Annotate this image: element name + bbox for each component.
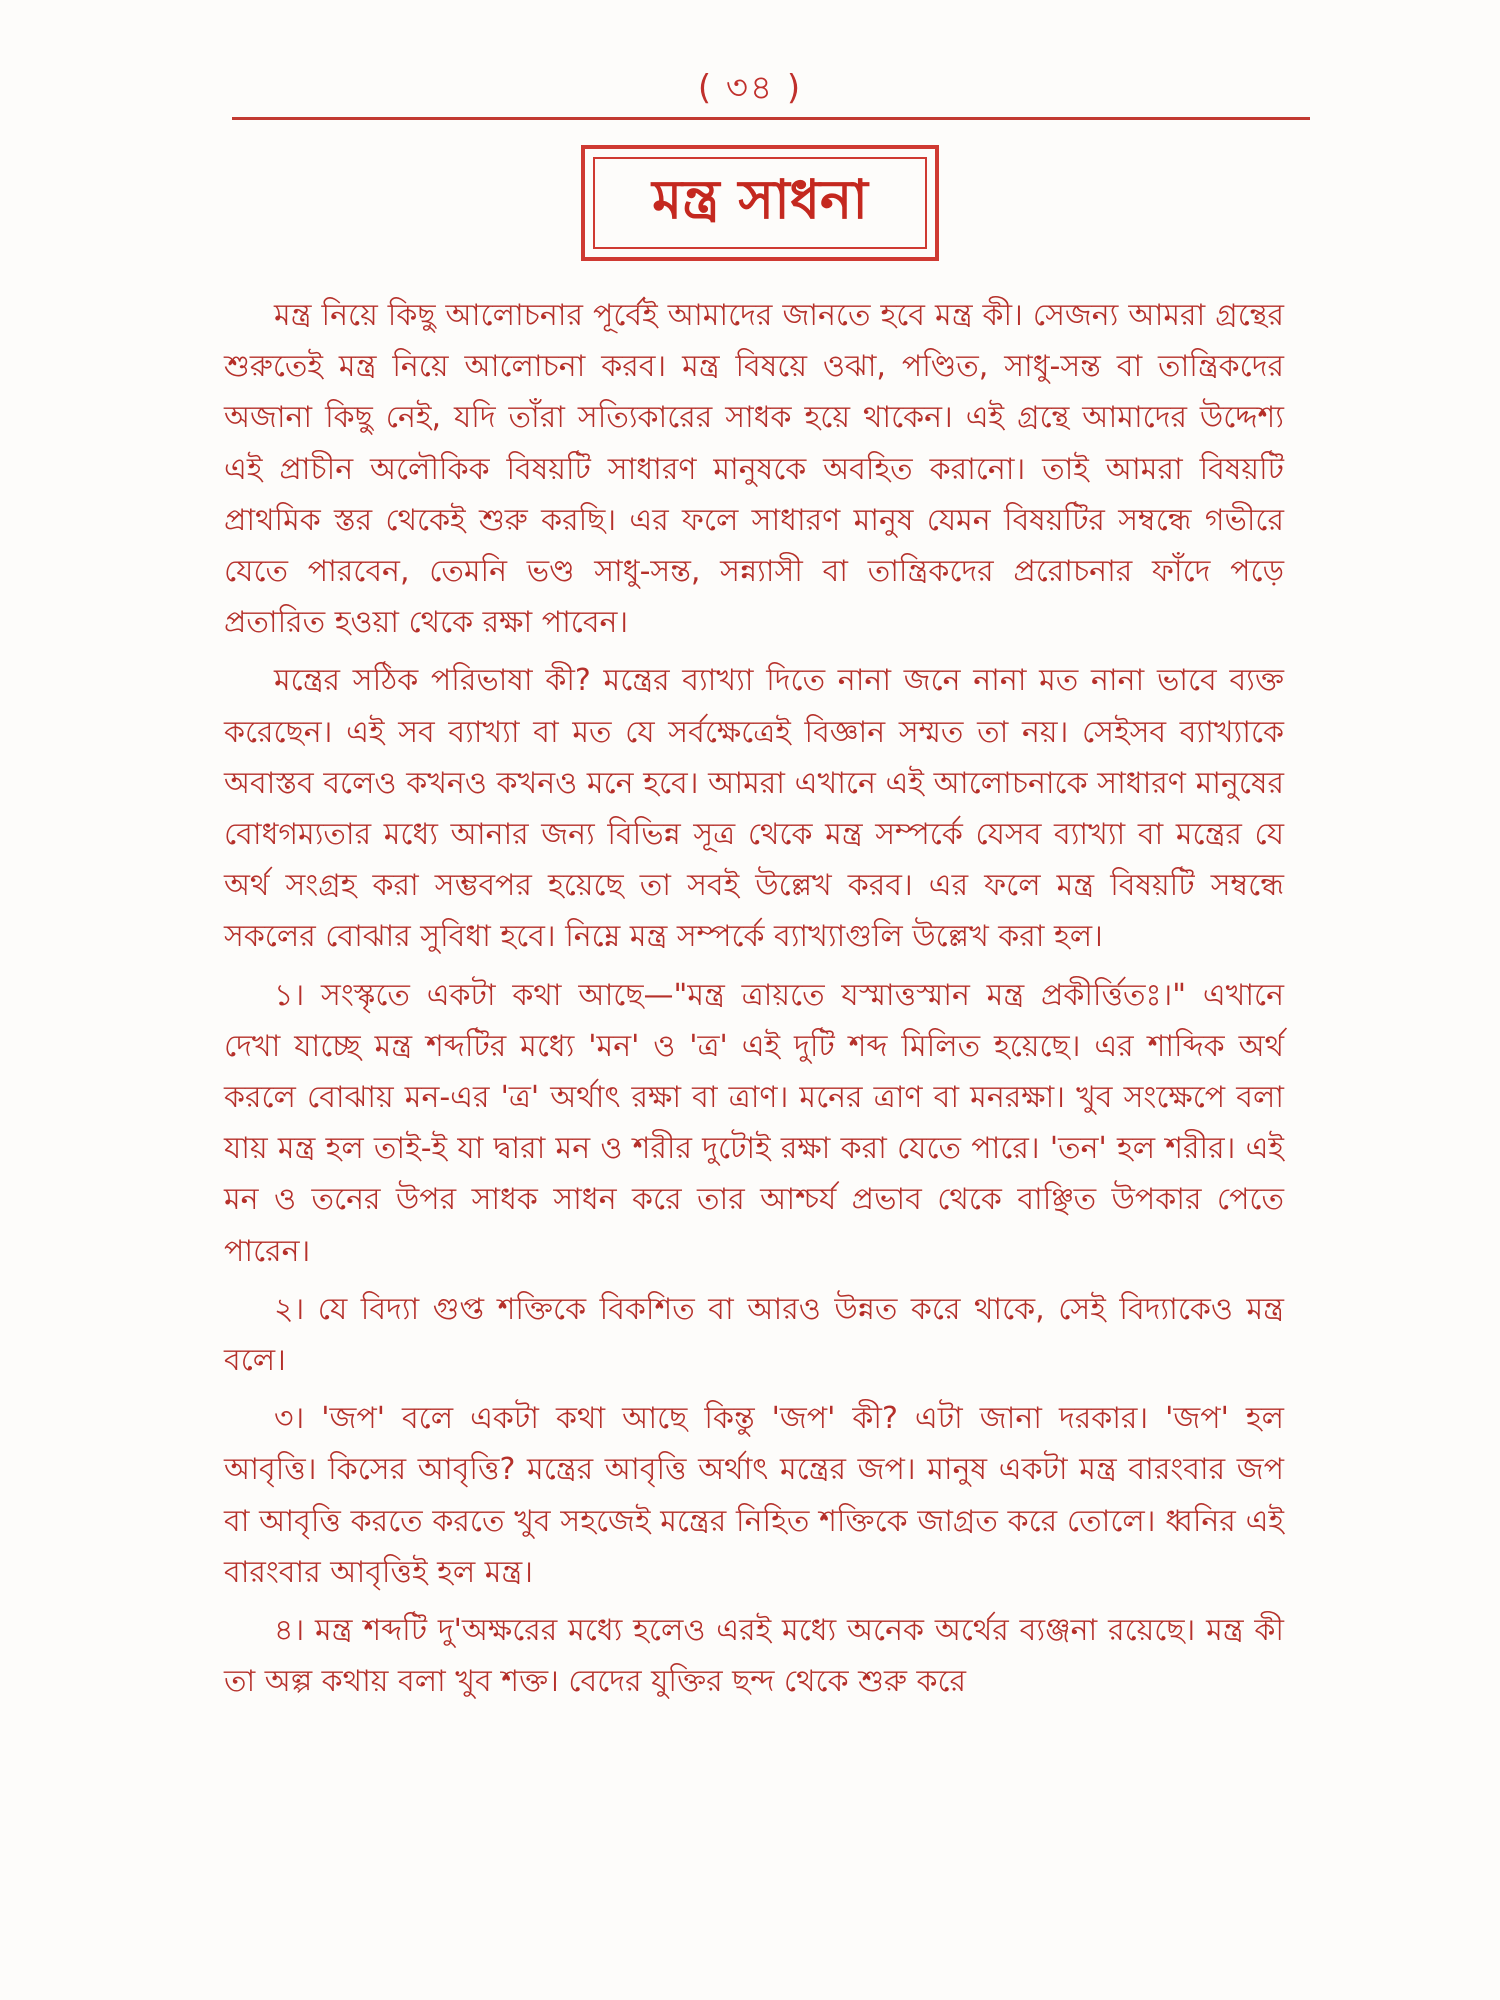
paragraph: ৩। 'জপ' বলে একটা কথা আছে কিন্তু 'জপ' কী? এটা জানা দরকার। 'জপ' হল আবৃত্তি। কিসের আবৃত্তি? মন্ত্রের আবৃত্তি অর্থাৎ মন্ত্রের জপ। মানুষ একটা মন্ত্র বারংবার জপ বা আবৃত্তি করতে করতে খুব সহজেই মন্ত্রের নিহিত শক্তিকে জাগ্রত করে তোলে। ধ্বনির এই বারংবার আবৃত্তিই হল মন্ত্র। bbox=[224, 1401, 1284, 1590]
chapter-title: মন্ত্র সাধনা bbox=[652, 168, 868, 231]
paragraph: মন্ত্র নিয়ে কিছু আলোচনার পূর্বেই আমাদের জানতে হবে মন্ত্র কী। সেজন্য আমরা গ্রন্থের শুরুতেই মন্ত্র নিয়ে আলোচনা করব। মন্ত্র বিষয়ে ওঝা, পণ্ডিত, সাধু-সন্ত বা তান্ত্রিকদের অজানা কিছু নেই, যদি তাঁরা সত্যিকারের সাধক হয়ে থাকেন। এই গ্রন্থে আমাদের উদ্দেশ্য এই প্রাচীন অলৌকিক বিষয়টি সাধারণ মানুষকে অবহিত করানো। তাই আমরা বিষয়টি প্রাথমিক স্তর থেকেই শুরু করছি। এর ফলে সাধারণ মানুষ যেমন বিষয়টির সম্বন্ধে গভীরে যেতে পারবেন, তেমনি ভণ্ড সাধু-সন্ত, সন্ন্যাসী বা তান্ত্রিকদের প্ররোচনার ফাঁদে পড়ে প্রতারিত হওয়া থেকে রক্ষা পাবেন। bbox=[224, 298, 1284, 641]
title-box bbox=[581, 145, 939, 261]
paragraph: ২। যে বিদ্যা গুপ্ত শক্তিকে বিকশিত বা আরও উন্নত করে থাকে, সেই বিদ্যাকেও মন্ত্র বলে। bbox=[224, 1291, 1284, 1379]
paragraph: ১। সংস্কৃতে একটা কথা আছে—"মন্ত্র ত্রায়তে যস্মাত্তস্মান মন্ত্র প্রকীর্ত্তিতঃ।" এখানে দেখা যাচ্ছে মন্ত্র শব্দটির মধ্যে 'মন' ও 'ত্র' এই দুটি শব্দ মিলিত হয়েছে। এর শাব্দিক অর্থ করলে বোঝায় মন-এর 'ত্র' অর্থাৎ রক্ষা বা ত্রাণ। মনের ত্রাণ বা মনরক্ষা। খুব সংক্ষেপে বলা যায় মন্ত্র হল তাই-ই যা দ্বারা মন ও শরীর দুটোই রক্ষা করা যেতে পারে। 'তন' হল শরীর। এই মন ও তনের উপর সাধক সাধন করে তার আশ্চর্য প্রভাব থেকে বাঞ্ছিত উপকার পেতে পারেন। bbox=[224, 977, 1284, 1269]
body-text bbox=[224, 290, 1284, 1714]
header-rule bbox=[232, 117, 1310, 120]
page-number: ( ৩৪ ) bbox=[697, 68, 803, 108]
title-box-inner-border bbox=[593, 157, 927, 249]
paragraph: মন্ত্রের সঠিক পরিভাষা কী? মন্ত্রের ব্যাখ্যা দিতে নানা জনে নানা মত নানা ভাবে ব্যক্ত করেছেন। এই সব ব্যাখ্যা বা মত যে সর্বক্ষেত্রেই বিজ্ঞান সম্মত তা নয়। সেইসব ব্যাখ্যাকে অবাস্তব বলেও কখনও কখনও মনে হবে। আমরা এখানে এই আলোচনাকে সাধারণ মানুষের বোধগম্যতার মধ্যে আনার জন্য বিভিন্ন সূত্র থেকে মন্ত্র সম্পর্কে যেসব ব্যাখ্যা বা মন্ত্রের যে অর্থ সংগ্রহ করা সম্ভবপর হয়েছে তা সবই উল্লেখ করব। এর ফলে মন্ত্র বিষয়টি সম্বন্ধে সকলের বোঝার সুবিধা হবে। নিম্নে মন্ত্র সম্পর্কে ব্যাখ্যাগুলি উল্লেখ করা হল। bbox=[224, 663, 1284, 955]
paragraph: ৪। মন্ত্র শব্দটি দু'অক্ষরের মধ্যে হলেও এরই মধ্যে অনেক অর্থের ব্যঞ্জনা রয়েছে। মন্ত্র কী তা অল্প কথায় বলা খুব শক্ত। বেদের যুক্তির ছন্দ থেকে শুরু করে bbox=[224, 1613, 1284, 1700]
